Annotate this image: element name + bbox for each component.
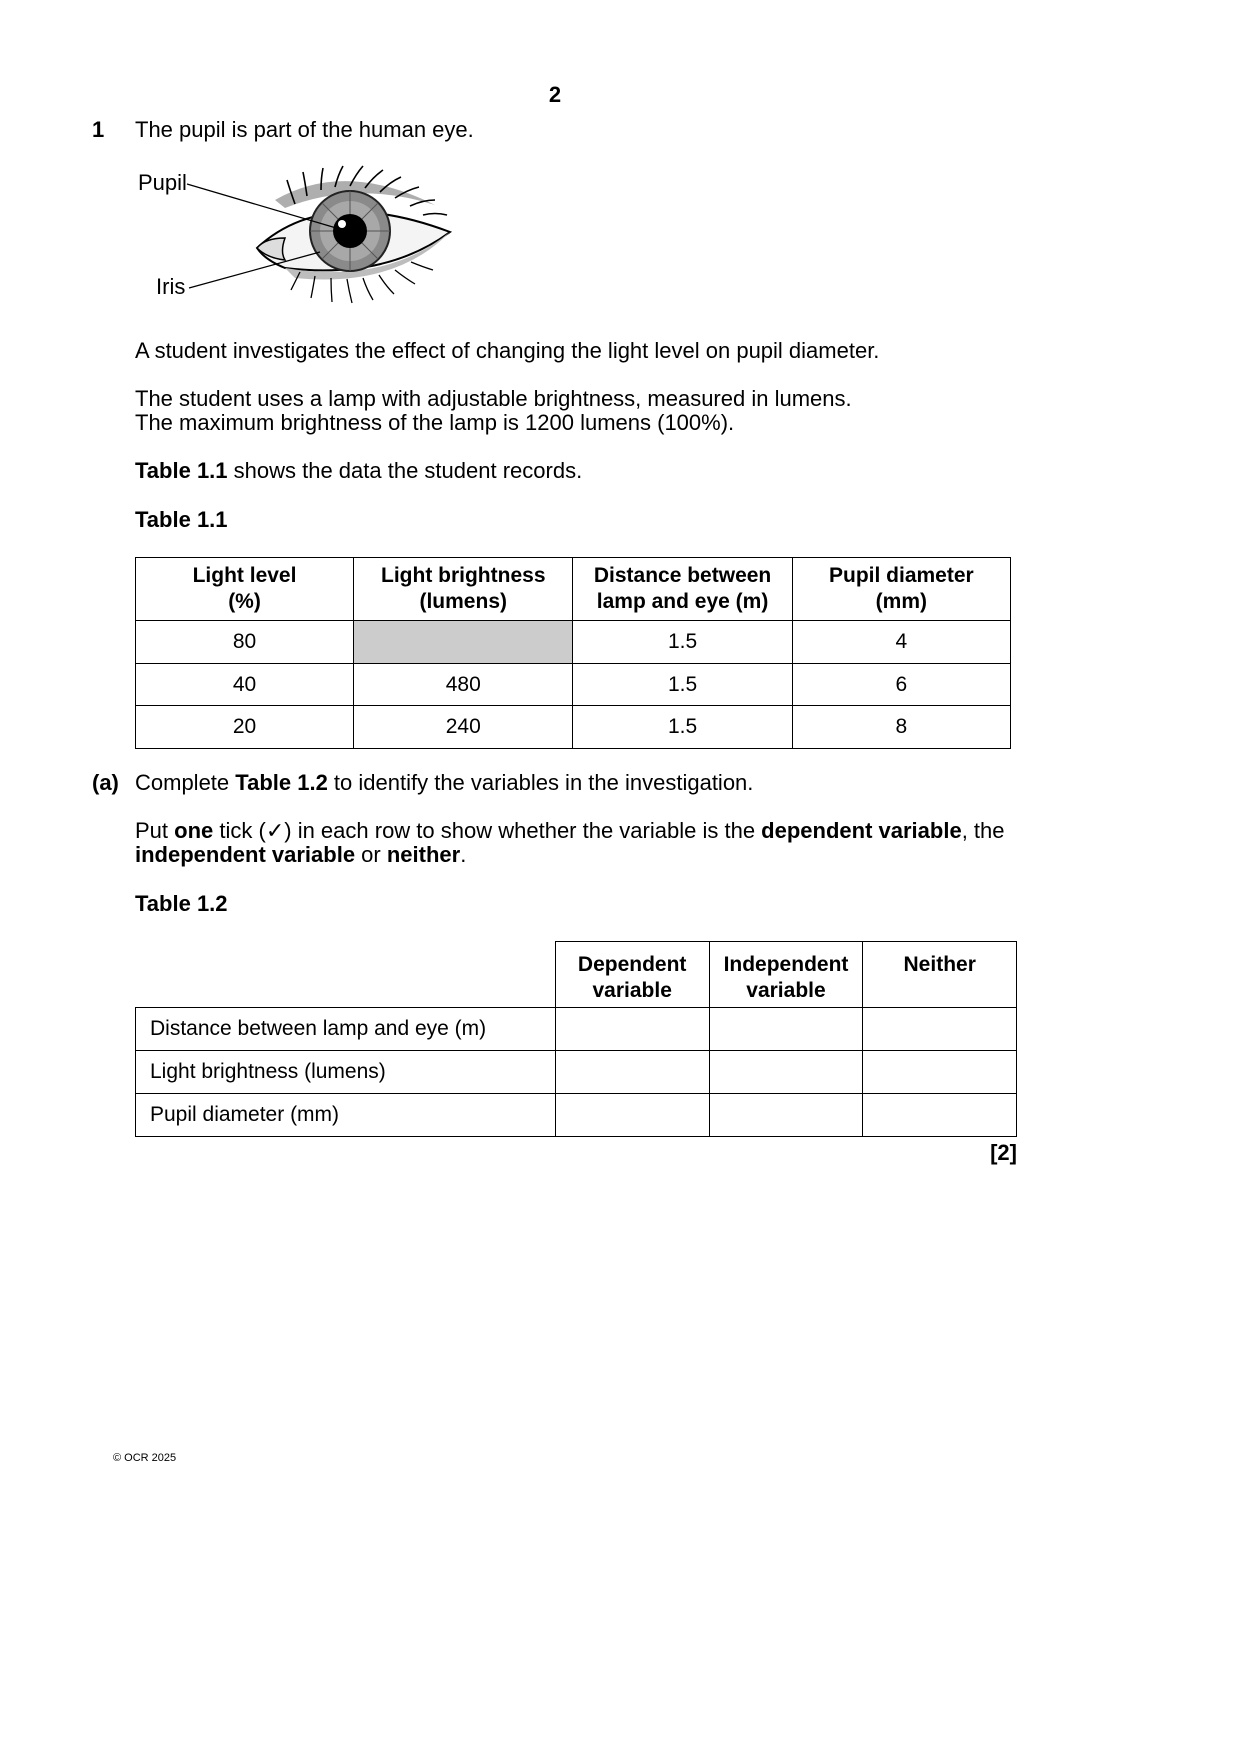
table2-header-dependent: Dependent variable	[555, 942, 709, 1008]
tick-box-dependent[interactable]	[555, 1008, 709, 1051]
table-cell: 480	[354, 664, 573, 706]
table-row	[136, 664, 1011, 706]
part-a-line-1: Complete Table 1.2 to identify the variables in the investigation.	[135, 770, 754, 795]
marks: [2]	[990, 1140, 1017, 1165]
paragraph-2-line-2: The maximum brightness of the lamp is 1200 lumens (100%).	[135, 410, 735, 435]
table2-caption: Table 1.2	[135, 891, 228, 916]
table2-corner	[136, 942, 556, 1008]
paragraph-2-line-1: The student uses a lamp with adjustable brightness, measured in lumens.	[135, 386, 852, 411]
table1-header: Distance between lamp and eye (m)	[573, 558, 792, 621]
tick-box-dependent[interactable]	[555, 1094, 709, 1137]
variable-label: Pupil diameter (mm)	[136, 1094, 556, 1137]
table2-header-neither: Neither	[863, 942, 1017, 1008]
table-row	[136, 621, 1011, 664]
table-cell: 20	[136, 706, 354, 749]
table1-header: Light level (%)	[136, 558, 354, 621]
table-row	[136, 1051, 1017, 1094]
question-intro: The pupil is part of the human eye.	[135, 117, 474, 142]
tick-box-independent[interactable]	[709, 1051, 863, 1094]
table-cell: 1.5	[573, 706, 792, 749]
table-cell: 40	[136, 664, 354, 706]
pupil-label: Pupil	[138, 170, 187, 195]
paragraph-1: A student investigates the effect of changing the light level on pupil diameter.	[135, 338, 880, 363]
part-a-line-2: Put one tick (✓) in each row to show whether the variable is the dependent variable, the	[135, 818, 1005, 843]
page-number: 2	[548, 82, 562, 107]
table-row	[136, 1094, 1017, 1137]
table-cell: 1.5	[573, 664, 792, 706]
tick-box-neither[interactable]	[863, 1051, 1017, 1094]
table-1-2	[135, 941, 1017, 1137]
part-a-line-3: independent variable or neither.	[135, 842, 467, 867]
table1-header: Pupil diameter (mm)	[792, 558, 1010, 621]
tick-box-dependent[interactable]	[555, 1051, 709, 1094]
table-row	[136, 706, 1011, 749]
variable-label: Distance between lamp and eye (m)	[136, 1008, 556, 1051]
table1-caption: Table 1.1	[135, 507, 228, 532]
table-cell: 4	[792, 621, 1010, 664]
part-a-label: (a)	[92, 770, 119, 795]
table-cell: 240	[354, 706, 573, 749]
eye-figure	[135, 160, 475, 310]
table-cell: 8	[792, 706, 1010, 749]
table-ref: Table 1.1	[135, 458, 228, 483]
table-row	[136, 1008, 1017, 1051]
table2-header-independent: Independent variable	[709, 942, 863, 1008]
question-number: 1	[92, 117, 105, 142]
eye-illustration	[135, 160, 475, 310]
paragraph-3-text: shows the data the student records.	[227, 458, 583, 483]
copyright-footer: © OCR 2025	[113, 1452, 177, 1464]
tick-box-neither[interactable]	[863, 1008, 1017, 1051]
table1-header: Light brightness (lumens)	[354, 558, 573, 621]
iris-label: Iris	[156, 274, 186, 299]
shaded-answer-cell	[354, 621, 573, 664]
tick-box-neither[interactable]	[863, 1094, 1017, 1137]
table-cell: 80	[136, 621, 354, 664]
variable-label: Light brightness (lumens)	[136, 1051, 556, 1094]
tick-box-independent[interactable]	[709, 1094, 863, 1137]
table-1-1	[135, 557, 1011, 749]
tick-box-independent[interactable]	[709, 1008, 863, 1051]
table-cell: 6	[792, 664, 1010, 706]
paragraph-3	[135, 458, 582, 484]
table-cell: 1.5	[573, 621, 792, 664]
